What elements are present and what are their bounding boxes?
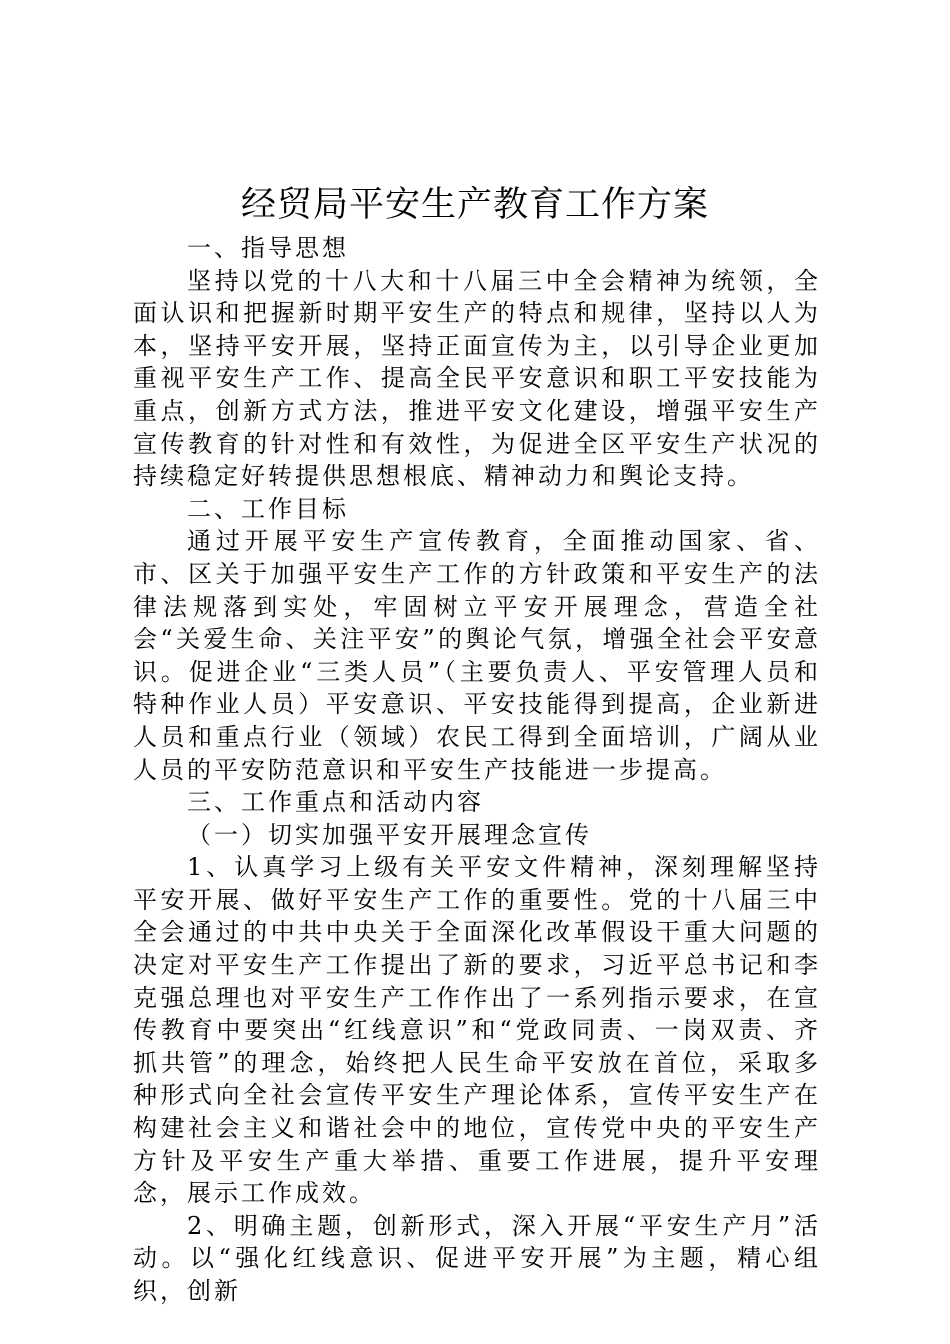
section-heading-work-focus: 三、工作重点和活动内容 — [187, 788, 484, 817]
paragraph-item-2: 2、明确主题，创新形式，深入开展“平安生产月”活动。以“强化红线意识、促进平安开展”为主题，精心组织，创新 — [133, 1211, 821, 1305]
paragraph-work-goals: 通过开展平安生产宣传教育，全面推动国家、省、市、区关于加强平安生产工作的方针政策和平安生产的法律法规落到实处，牢固树立平安开展理念，营造全社会“关爱生命、关注平安”的舆论气氛，增强全社会平安意识。促进企业“三类人员”（主要负责人、平安管理人员和特种作业人员）平安意识、平安技能得到提高，企业新进人员和重点行业（领域）农民工得到全面培训，广阔从业人员的平安防范意识和平安生产技能进一步提高。 — [133, 527, 821, 784]
document-body — [133, 232, 821, 1308]
section-heading-work-goals: 二、工作目标 — [187, 494, 349, 523]
paragraph-item-1: 1、认真学习上级有关平安文件精神，深刻理解坚持平安开展、做好平安生产工作的重要性。党的十八届三中全会通过的中共中央关于全面深化改革假设干重大问题的决定对平安生产工作提出了新的要求，习近平总书记和李克强总理也对平安生产工作作出了一系列指示要求，在宣传教育中要突出“红线意识”和“党政同责、一岗双责、齐抓共管”的理念，始终把人民生命平安放在首位，采取多种形式向全社会宣传平安生产理论体系，宣传平安生产在构建社会主义和谐社会中的地位，宣传党中央的平安生产方针及平安生产重大举措、重要工作进展，提升平安理念，展示工作成效。 — [133, 853, 821, 1208]
subsection-heading-1: （一）切实加强平安开展理念宣传 — [187, 820, 592, 849]
document-title: 经贸局平安生产教育工作方案 — [240, 185, 709, 225]
paragraph-guiding-ideology: 坚持以党的十八大和十八届三中全会精神为统领，全面认识和把握新时期平安生产的特点和规律，坚持以人为本，坚持平安开展，坚持正面宣传为主，以引导企业更加重视平安生产工作、提高全民平安意识和职工平安技能为重点，创新方式方法，推进平安文化建设，增强平安生产宣传教育的针对性和有效性，为促进全区平安生产状况的持续稳定好转提供思想根底、精神动力和舆论支持。 — [133, 266, 821, 491]
section-heading-guiding-ideology: 一、指导思想 — [187, 234, 349, 262]
